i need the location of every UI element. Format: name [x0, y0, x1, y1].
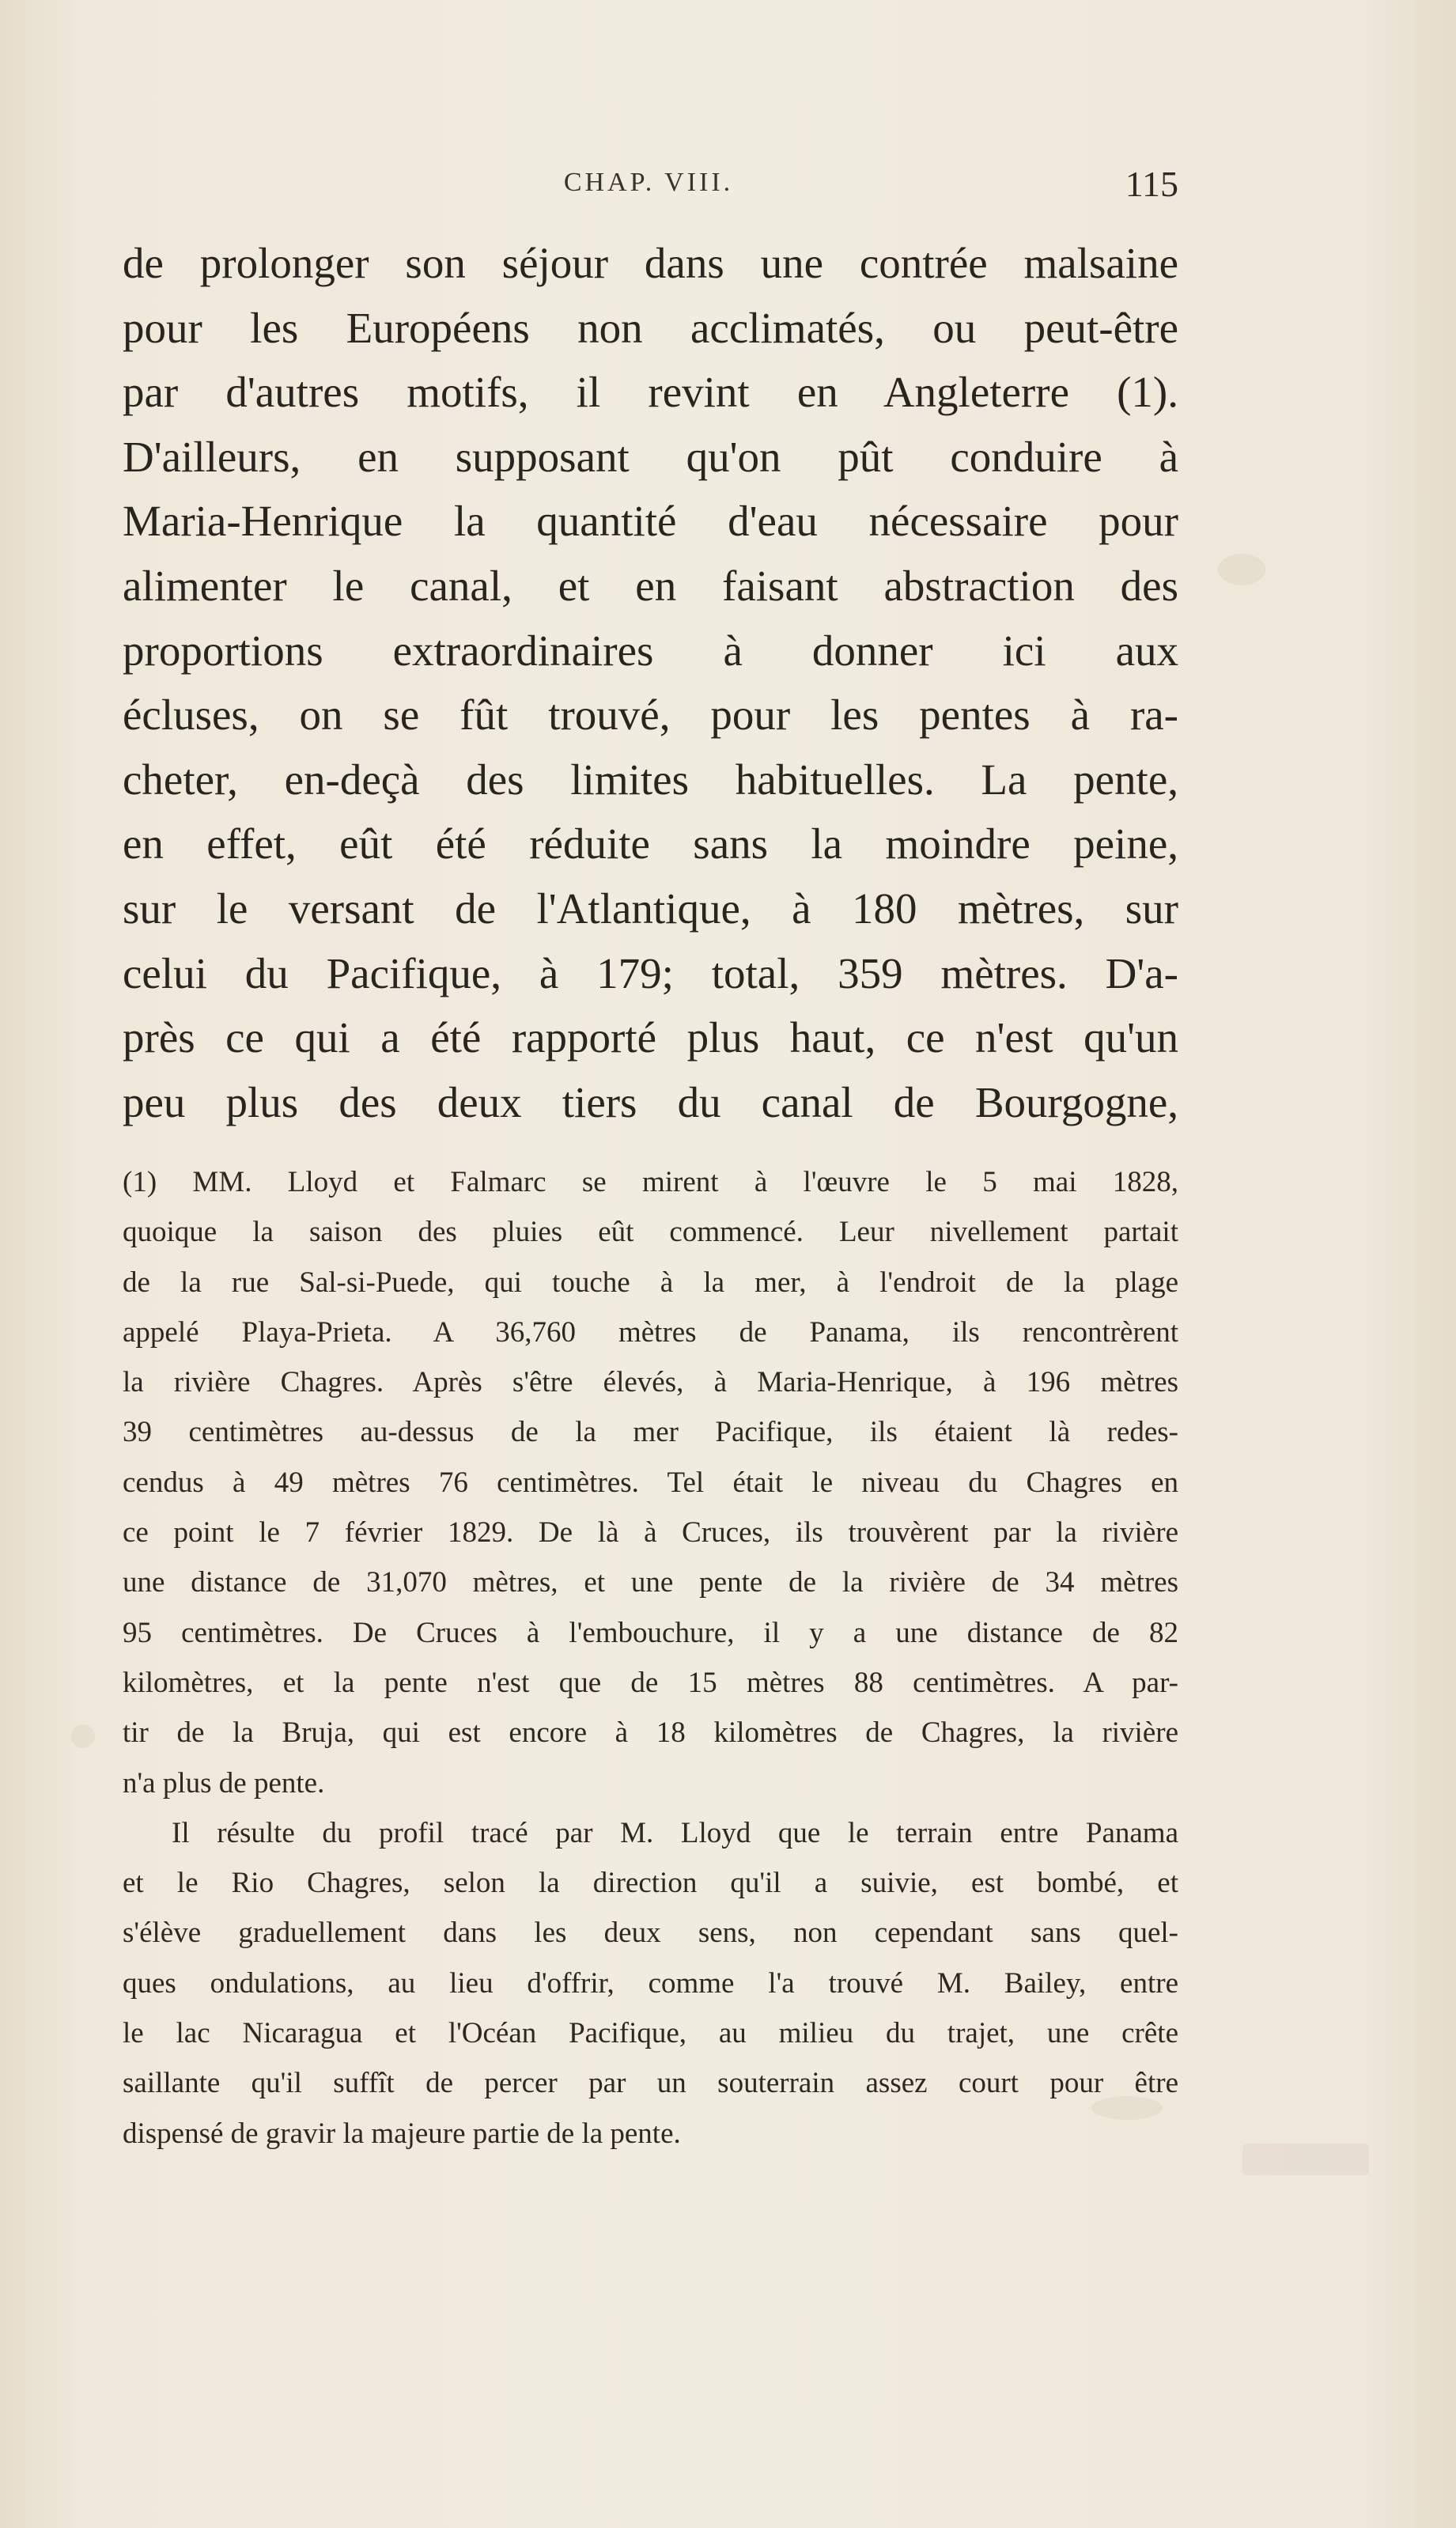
footnote-line: cendus à 49 mètres 76 centimètres. Tel était le niveau du Chagres en — [123, 1466, 1178, 1499]
paper-stain — [1218, 554, 1265, 585]
footnote-line: quoique la saison des pluies eût commencé. Leur nivellement partait — [123, 1216, 1178, 1249]
text-line: pour les Européens non acclimatés, ou peut-être — [123, 303, 1178, 352]
note-paragraph-line: dispensé de gravir la majeure partie de la pente. — [123, 2117, 681, 2150]
paper-stain — [71, 1724, 95, 1748]
page-header — [119, 164, 1178, 223]
footnote-line: 39 centimètres au-dessus de la mer Pacifique, ils étaient là redes- — [123, 1416, 1178, 1449]
footnote-line: une distance de 31,070 mètres, et une pente de la rivière de 34 mètres — [123, 1566, 1178, 1599]
note-paragraph-line: ques ondulations, au lieu d'offrir, comme l'a trouvé M. Bailey, entre — [123, 1966, 1178, 2000]
text-line: près ce qui a été rapporté plus haut, ce n'est qu'un — [123, 1013, 1178, 1062]
text-line: peu plus des deux tiers du canal de Bourgogne, — [123, 1077, 1178, 1126]
footnote-line: de la rue Sal-si-Puede, qui touche à la mer, à l'endroit de la plage — [123, 1266, 1178, 1299]
footnote-line: kilomètres, et la pente n'est que de 15 mètres 88 centimètres. A par- — [123, 1666, 1178, 1699]
footnote-line: 95 centimètres. De Cruces à l'embouchure, il y a une distance de 82 — [123, 1616, 1178, 1649]
text-line: cheter, en-deçà des limites habituelles. La pente, — [123, 755, 1178, 804]
footnote-line: appelé Playa-Prieta. A 36,760 mètres de Panama, ils rencontrèrent — [123, 1315, 1178, 1349]
text-line: de prolonger son séjour dans une contrée malsaine — [123, 239, 1178, 287]
footnote-line: tir de la Bruja, qui est encore à 18 kilomètres de Chagres, la rivière — [123, 1716, 1178, 1750]
footnote-line: n'a plus de pente. — [123, 1766, 325, 1799]
text-line: écluses, on se fût trouvé, pour les pentes à ra- — [123, 691, 1178, 740]
footnote-section — [123, 1157, 1178, 2159]
footnote-line: (1) MM. Lloyd et Falmarc se mirent à l'œuvre le 5 mai 1828, — [123, 1166, 1178, 1198]
text-line: sur le versant de l'Atlantique, à 180 mètres, sur — [123, 884, 1178, 933]
text-line: alimenter le canal, et en faisant abstraction des — [123, 561, 1178, 610]
page-number: 115 — [1125, 164, 1178, 204]
note-paragraph-line: saillante qu'il suffît de percer par un souterrain assez court pour être — [123, 2067, 1178, 2100]
note-paragraph-line: s'élève graduellement dans les deux sens, non cependant sans quel- — [123, 1917, 1178, 1950]
note-paragraph-line: et le Rio Chagres, selon la direction qu'il a suivie, est bombé, et — [123, 1867, 1178, 1900]
text-line: D'ailleurs, en supposant qu'on pût conduire à — [123, 432, 1178, 481]
text-line: par d'autres motifs, il revint en Angleterre (1). — [123, 368, 1178, 417]
text-line: celui du Pacifique, à 179; total, 359 mètres. D'a- — [123, 948, 1178, 997]
footnote-line: la rivière Chagres. Après s'être élevés, à Maria-Henrique, à 196 mètres — [123, 1366, 1178, 1399]
note-paragraph-line: Il résulte du profil tracé par M. Lloyd que le terrain entre Panama — [172, 1816, 1178, 1849]
footnote-line: ce point le 7 février 1829. De là à Cruces, ils trouvèrent par la rivière — [123, 1516, 1178, 1550]
text-line: proportions extraordinaires à donner ici aux — [123, 626, 1178, 675]
main-text — [123, 231, 1178, 1134]
show-through-ink — [1242, 2144, 1369, 2175]
text-line: en effet, eût été réduite sans la moindre peine, — [123, 819, 1178, 869]
text-line: Maria-Henrique la quantité d'eau nécessaire pour — [123, 497, 1178, 546]
running-title: CHAP. VIII. — [563, 168, 734, 197]
note-paragraph-line: le lac Nicaragua et l'Océan Pacifique, au milieu du trajet, une crête — [123, 2017, 1178, 2050]
